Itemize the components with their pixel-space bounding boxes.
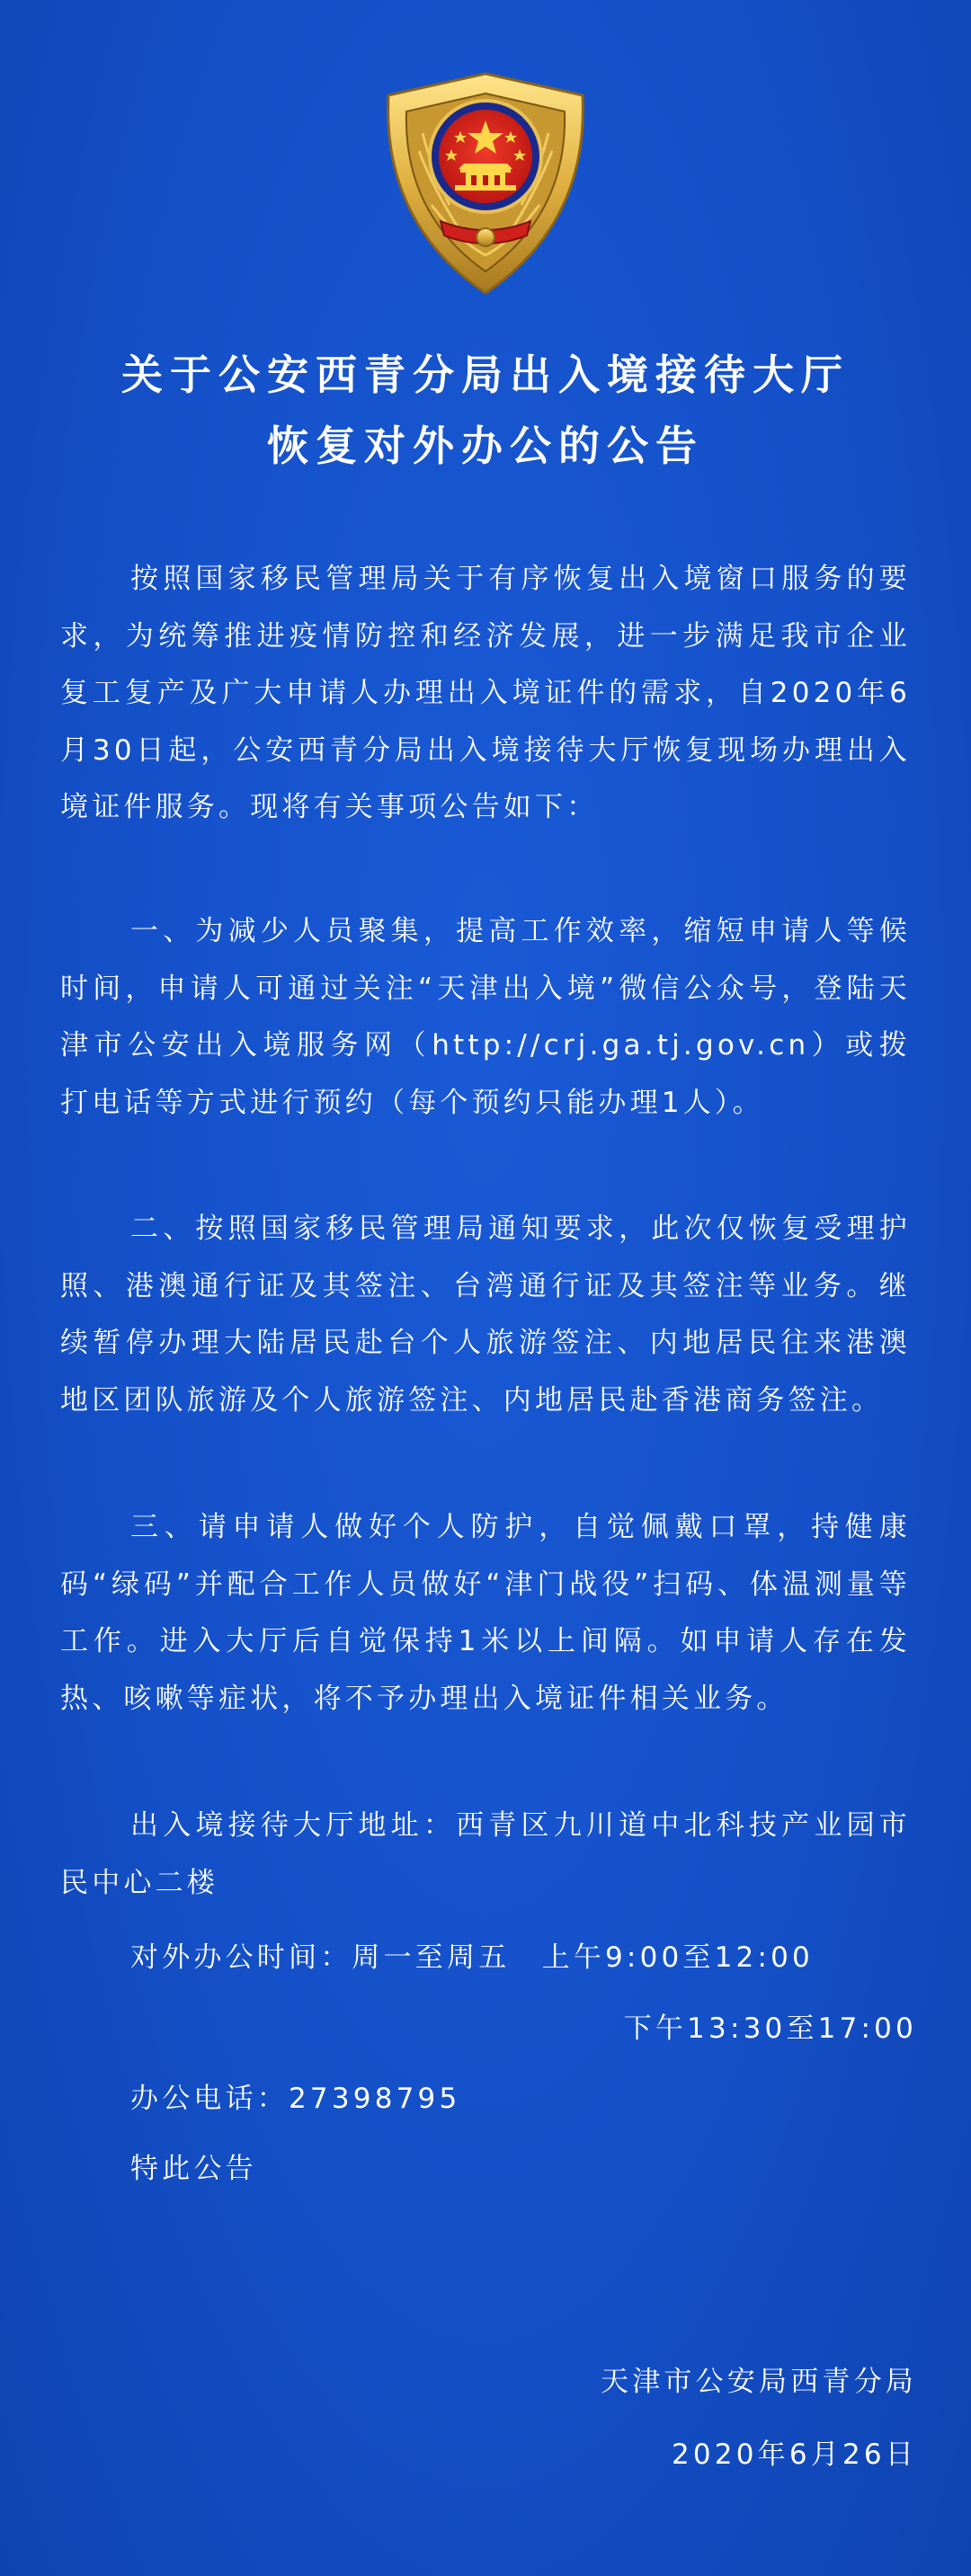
item-one-paragraph: 一、为减少人员聚集，提高工作效率，缩短申请人等候时间，申请人可通过关注“天津出入境”微信公众号，登陆天津市公安出入境服务网（http://crj.ga.tj.gov.cn）或拨打电话等方式进行预约（每个预约只能办理1人）。: [60, 915, 911, 1119]
issue-date: 2020年6月26日: [671, 2438, 917, 2471]
address-paragraph: 出入境接待大厅地址：西青区九川道中北科技产业园市民中心二楼: [60, 1809, 911, 1899]
office-hours-morning: 对外办公时间：周一至周五 上午9:00至12:00: [130, 1941, 814, 1974]
office-phone: 办公电话：27398795: [130, 2083, 461, 2115]
intro-paragraph: 按照国家移民管理局关于有序恢复出入境窗口服务的要求，为统筹推进疫情防控和经济发展，进一步满足我市企业复工复产及广大申请人办理出入境证件的需求，自2020年6月30日起，公安西青分局出入境接待大厅恢复现场办理出入境证件服务。现将有关事项公告如下：: [60, 563, 911, 823]
police-emblem-icon: [378, 70, 593, 297]
page-title-line-1: 关于公安西青分局出入境接待大厅: [121, 351, 850, 399]
closing-notice: 特此公告: [130, 2153, 257, 2185]
page-title-line-2: 恢复对外办公的公告: [267, 422, 704, 470]
item-two-paragraph: 二、按照国家移民管理局通知要求，此次仅恢复受理护照、港澳通行证及其签注、台湾通行证及其签注等业务。继续暂停办理大陆居民赴台个人旅游签注、内地居民往来港澳地区团队旅游及个人旅游签注、内地居民赴香港商务签注。: [60, 1212, 911, 1417]
item-three-paragraph: 三、请申请人做好个人防护，自觉佩戴口罩，持健康码“绿码”并配合工作人员做好“津门战役”扫码、体温测量等工作。进入大厅后自觉保持1米以上间隔。如申请人存在发热、咳嗽等症状，将不予办理出入境证件相关业务。: [60, 1511, 911, 1715]
issuer-signature: 天津市公安局西青分局: [601, 2366, 917, 2398]
office-hours-afternoon: 下午13:30至17:00: [623, 2012, 917, 2045]
